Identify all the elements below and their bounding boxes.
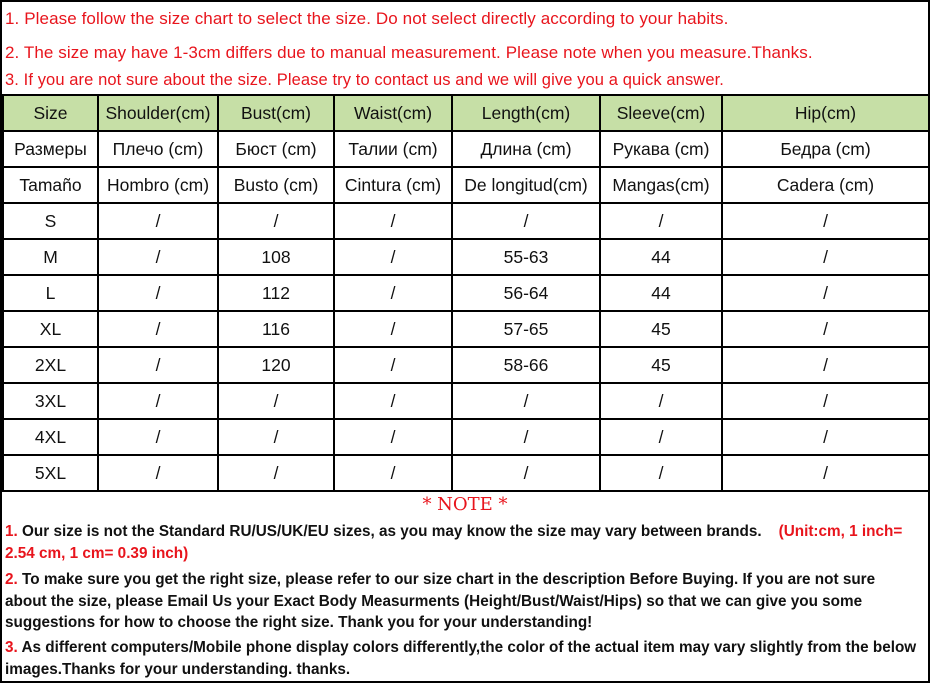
table-cell: / (218, 455, 334, 491)
size-cell: 4XL (3, 419, 98, 455)
table-cell: / (98, 347, 218, 383)
table-cell: / (218, 203, 334, 239)
header-cell-es: Tamaño (3, 167, 98, 203)
size-cell: L (3, 275, 98, 311)
table-cell: / (98, 419, 218, 455)
table-cell: / (218, 419, 334, 455)
note-number: 2. (5, 571, 18, 588)
table-cell: 45 (600, 347, 722, 383)
table-cell: / (722, 347, 929, 383)
unit-conversion-note: (Unit:cm, 1 inch= 2.54 cm, 1 cm= 0.39 inch) (5, 523, 903, 562)
size-cell: M (3, 239, 98, 275)
header-cell-ru: Размеры (3, 131, 98, 167)
table-cell: 44 (600, 275, 722, 311)
header-row-english (3, 95, 929, 131)
table-row (3, 203, 929, 239)
table-cell: / (722, 311, 929, 347)
table-cell: / (722, 383, 929, 419)
note-title: * NOTE * (422, 494, 508, 515)
table-cell: / (452, 203, 600, 239)
size-cell: XL (3, 311, 98, 347)
table-cell: 58-66 (452, 347, 600, 383)
table-cell: / (334, 203, 452, 239)
note-paragraph-3 (5, 637, 917, 680)
note-section (2, 490, 928, 681)
header-cell-es: Busto (cm) (218, 167, 334, 203)
table-cell: / (98, 383, 218, 419)
notice-line-1: 1. Please follow the size chart to select the size. Do not select directly according to your habits. (5, 9, 729, 28)
header-row-russian (3, 131, 929, 167)
header-cell: Size (3, 95, 98, 131)
table-cell: / (334, 275, 452, 311)
header-cell-es: De longitud(cm) (452, 167, 600, 203)
table-cell: / (722, 419, 929, 455)
table-row (3, 347, 929, 383)
header-cell: Shoulder(cm) (98, 95, 218, 131)
note-paragraph-2 (5, 569, 917, 634)
table-cell: / (334, 311, 452, 347)
header-cell-ru: Бюст (cm) (218, 131, 334, 167)
table-cell: / (600, 203, 722, 239)
header-cell-es: Cadera (cm) (722, 167, 929, 203)
header-cell-es: Mangas(cm) (600, 167, 722, 203)
note-number: 3. (5, 639, 18, 656)
notice-line-3: 3. If you are not sure about the size. Please try to contact us and we will give you a quick answer. (5, 71, 724, 89)
table-cell: / (722, 239, 929, 275)
table-cell: / (98, 455, 218, 491)
table-cell: / (334, 383, 452, 419)
header-cell-ru: Плечо (cm) (98, 131, 218, 167)
header-cell: Bust(cm) (218, 95, 334, 131)
header-cell-ru: Рукава (cm) (600, 131, 722, 167)
header-cell-es: Hombro (cm) (98, 167, 218, 203)
header-cell: Waist(cm) (334, 95, 452, 131)
note-paragraph-1 (5, 521, 917, 564)
table-cell: / (722, 455, 929, 491)
table-cell: / (334, 347, 452, 383)
header-row-spanish (3, 167, 929, 203)
table-cell: / (98, 311, 218, 347)
header-cell-ru: Бедра (cm) (722, 131, 929, 167)
table-cell: 45 (600, 311, 722, 347)
table-cell: / (334, 239, 452, 275)
header-cell-ru: Талии (cm) (334, 131, 452, 167)
header-cell: Hip(cm) (722, 95, 929, 131)
table-cell: / (600, 383, 722, 419)
table-cell: 108 (218, 239, 334, 275)
table-cell: / (334, 419, 452, 455)
notice-line-2: 2. The size may have 1-3cm differs due to manual measurement. Please note when you measure.Thanks. (5, 43, 813, 62)
table-cell: / (600, 455, 722, 491)
note-text: As different computers/Mobile phone display colors differently,the color of the actual item may vary slightly from the below images.Thanks for your understanding. thanks. (5, 639, 917, 678)
note-number: 1. (5, 523, 18, 540)
table-row (3, 455, 929, 491)
table-row (3, 419, 929, 455)
table-row (3, 275, 929, 311)
table-row (3, 383, 929, 419)
table-cell: / (452, 455, 600, 491)
table-cell: 56-64 (452, 275, 600, 311)
header-cell: Length(cm) (452, 95, 600, 131)
table-cell: 57-65 (452, 311, 600, 347)
table-cell: / (218, 383, 334, 419)
size-cell: S (3, 203, 98, 239)
size-cell: 2XL (3, 347, 98, 383)
table-cell: 112 (218, 275, 334, 311)
table-cell: 120 (218, 347, 334, 383)
table-cell: / (98, 239, 218, 275)
table-cell: / (98, 203, 218, 239)
table-cell: / (722, 275, 929, 311)
table-cell: / (334, 455, 452, 491)
size-table (2, 94, 930, 492)
header-cell-ru: Длина (cm) (452, 131, 600, 167)
table-row (3, 239, 929, 275)
table-row (3, 311, 929, 347)
table-cell: / (722, 203, 929, 239)
header-cell: Sleeve(cm) (600, 95, 722, 131)
table-cell: 55-63 (452, 239, 600, 275)
table-cell: / (98, 275, 218, 311)
header-cell-es: Cintura (cm) (334, 167, 452, 203)
table-cell: / (452, 383, 600, 419)
note-text: To make sure you get the right size, please refer to our size chart in the description Before Buying. If you are not sure about the size, please Email Us your Exact Body Measurments (Height/Bust/Waist/Hips) so that we can give you some suggestions for how to choose the right size. Thank you for your understanding! (5, 571, 876, 631)
table-cell: / (452, 419, 600, 455)
note-text: Our size is not the Standard RU/US/UK/EU sizes, as you may know the size may vary between brands. (17, 523, 762, 540)
table-cell: / (600, 419, 722, 455)
table-cell: 44 (600, 239, 722, 275)
size-cell: 5XL (3, 455, 98, 491)
table-cell: 116 (218, 311, 334, 347)
size-cell: 3XL (3, 383, 98, 419)
